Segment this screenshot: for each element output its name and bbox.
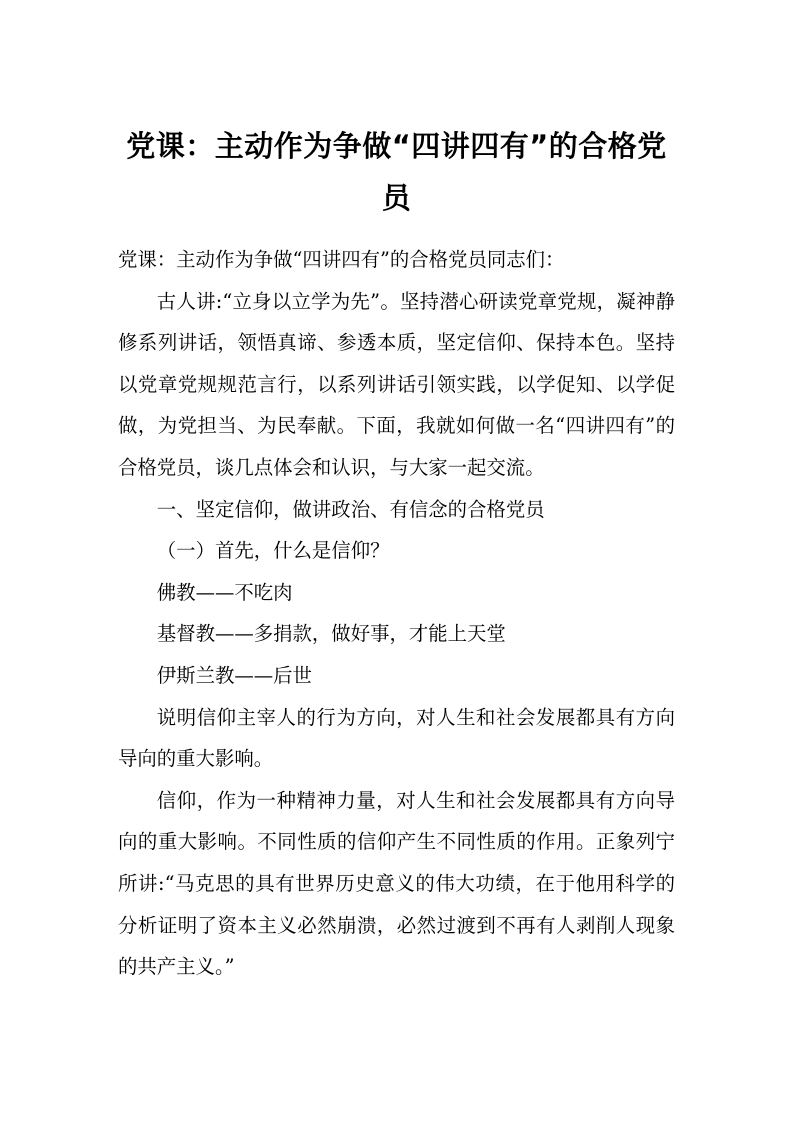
- paragraph: 一、坚定信仰，做讲政治、有信念的合格党员: [156, 497, 545, 521]
- paragraph: （一）首先，什么是信仰？: [156, 539, 390, 563]
- paragraph: 基督教——多捐款，做好事，才能上天堂: [156, 622, 506, 646]
- paragraph: 佛教——不吃肉: [156, 580, 293, 604]
- paragraph: 古人讲:“立身以立学为先”。坚持潜心研读党章党规，凝神静修系列讲话，领悟真谛、参透本质，坚定信仰、保持本色。坚持以党章党规规范言行，以系列讲话引领实践，以学促知、以学促做，为党担当、为民奉献。下面，我就如何做一名“四讲四有”的合格党员，谈几点体会和认识，与大家一起交流。: [118, 289, 675, 479]
- paragraph: 信仰，作为一种精神力量，对人生和社会发展都具有方向导向的重大影响。不同性质的信仰产生不同性质的作用。正象列宁所讲:“马克思的具有世界历史意义的伟大功绩，在于他用科学的分析证明了资本主义必然崩溃，必然过渡到不再有人剥削人现象的共产主义。”: [118, 788, 675, 979]
- document-title: 党课：主动作为争做“四讲四有”的合格党员: [126, 129, 667, 215]
- document-body: [118, 239, 675, 988]
- paragraph: 党课：主动作为争做“四讲四有”的合格党员同志们：: [118, 248, 565, 271]
- paragraph: 说明信仰主宰人的行为方向，对人生和社会发展都具有方向导向的重大影响。: [118, 705, 675, 771]
- paragraph: 伊斯兰教——后世: [156, 663, 312, 687]
